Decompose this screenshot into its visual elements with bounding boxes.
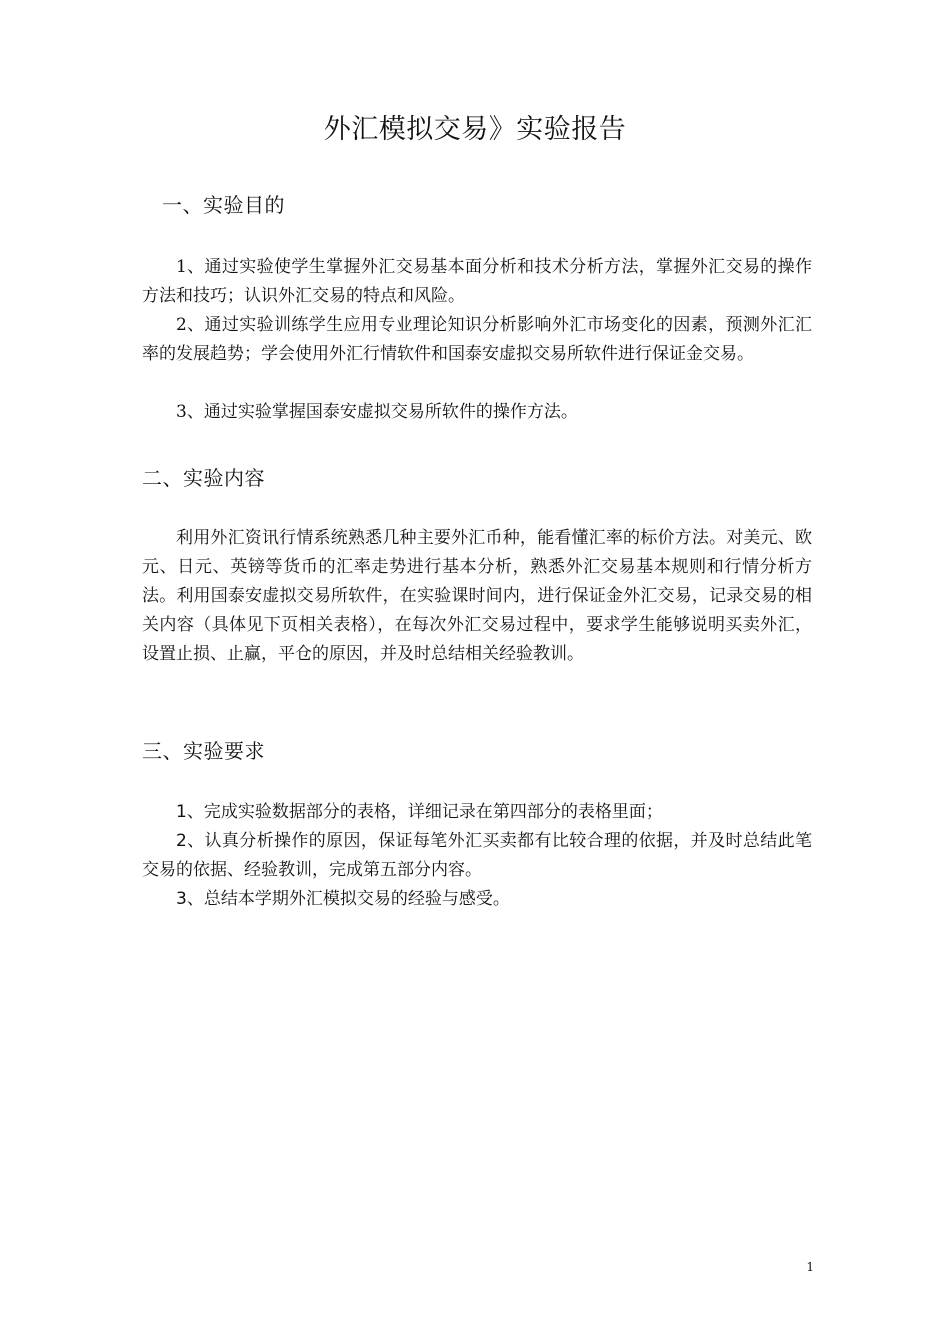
requirement-item-3: 3、总结本学期外汇模拟交易的经验与感受。 [176,889,510,909]
document-title: 外汇模拟交易》实验报告 [323,114,627,145]
requirement-item-1: 1、完成实验数据部分的表格，详细记录在第四部分的表格里面； [176,802,663,822]
purpose-paragraph-2: 2、通过实验训练学生应用专业理论知识分析影响外汇市场变化的因素，预测外汇汇率的发展趋势；学会使用外汇行情软件和国泰安虚拟交易所软件进行保证金交易。 [142,315,812,364]
purpose-paragraph-3: 3、通过实验掌握国泰安虚拟交易所软件的操作方法。 [176,402,578,422]
section-heading-content: 二、实验内容 [142,466,265,490]
requirement-item-2: 2、认真分析操作的原因，保证每笔外汇买卖都有比较合理的依据，并及时总结此笔交易的依据、经验教训，完成第五部分内容。 [142,831,812,880]
purpose-paragraph-1: 1、通过实验使学生掌握外汇交易基本面分析和技术分析方法，掌握外汇交易的操作方法和技巧；认识外汇交易的特点和风险。 [142,257,812,306]
page-number: 1 [806,1260,814,1274]
content-paragraph: 利用外汇资讯行情系统熟悉几种主要外汇币种，能看懂汇率的标价方法。对美元、欧元、日元、英镑等货币的汇率走势进行基本分析，熟悉外汇交易基本规则和行情分析方法。利用国泰安虚拟交易所软件，在实验课时间内，进行保证金外汇交易，记录交易的相关内容（具体见下页相关表格），在每次外汇交易过程中，要求学生能够说明买卖外汇，设置止损、止赢，平仓的原因，并及时总结相关经验教训。 [142,528,812,664]
section-heading-purpose: 一、实验目的 [162,193,285,217]
section-heading-requirements: 三、实验要求 [142,739,265,763]
